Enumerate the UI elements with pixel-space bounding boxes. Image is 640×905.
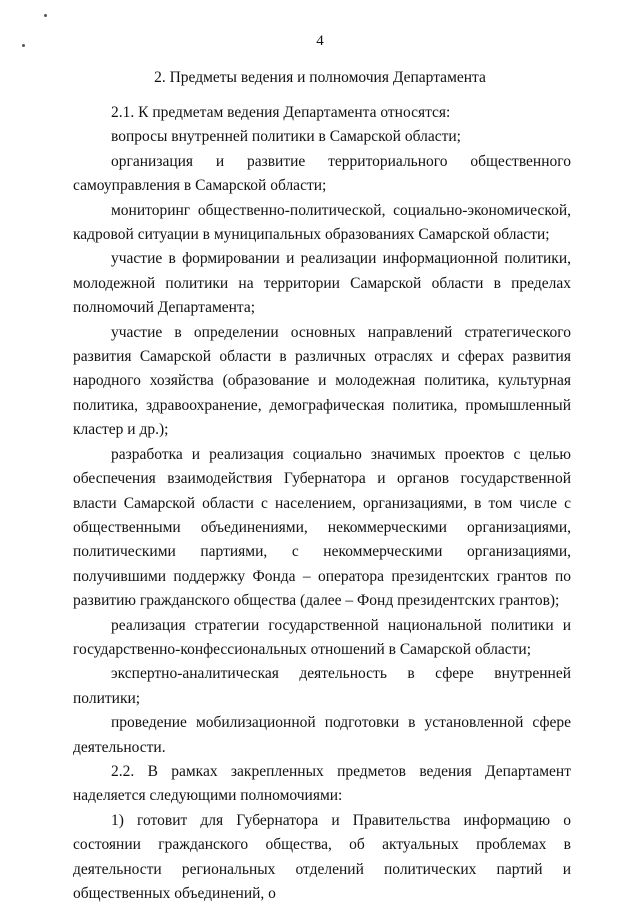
paragraph-information-policy: участие в формировании и реализации информационной политики, молодежной политики на территории Самарской области в пределах полномочий Департамента; [73,250,571,317]
paragraph-expert-analysis: экспертно-аналитическая деятельность в сфере внутренней политики; [73,665,571,707]
paragraph-social-projects: разработка и реализация социально значимых проектов с целью обеспечения взаимодействия Губернатора и органов государственной власти Самарской области с населением, организациями, в том числе с общественными объединениями, некоммерческими организациями, политическими партиями, с некоммерческими организациями, получившими поддержку Фонда – оператора президентских грантов по развитию гражданского общества (далее – Фонд президентских грантов); [73,445,571,610]
paragraph-internal-policy: вопросы внутренней политики в Самарской области; [111,128,461,146]
page-number: 4 [316,33,324,49]
paragraph-strategic-development: участие в определении основных направлений стратегического развития Самарской области в различных отраслях и сферах развития народного хозяйства (образование и молодежная политика, культурная политика, здравоохранение, демографическая политика, промышленный кластер и др.); [73,323,571,439]
paragraph-self-government: организация и развитие территориального общественного самоуправления в Самарской области; [73,152,571,195]
paragraph-national-policy: реализация стратегии государственной национальной политики и государственно-конфессиональных отношений в Самарской области; [73,616,571,658]
scan-speck [44,14,47,17]
section-heading: 2. Предметы ведения и полномочия Департамента [154,69,486,86]
paragraph-2-1: 2.1. К предметам ведения Департамента относятся: [111,104,451,121]
paragraph-monitoring: мониторинг общественно-политической, социально-экономической, кадровой ситуации в муниципальных образованиях Самарской области; [73,201,571,244]
document-body [73,101,571,905]
paragraph-2-2: 2.2. В рамках закрепленных предметов ведения Департамент наделяется следующими полномочиями: [73,762,571,805]
paragraph-mobilization: проведение мобилизационной подготовки в установленной сфере деятельности. [73,714,571,756]
paragraph-item-1: 1) готовит для Губернатора и Правительства информацию о состоянии гражданского общества, об актуальных проблемах в деятельности региональных отделений политических партий и общественных объединений, о [73,811,571,902]
